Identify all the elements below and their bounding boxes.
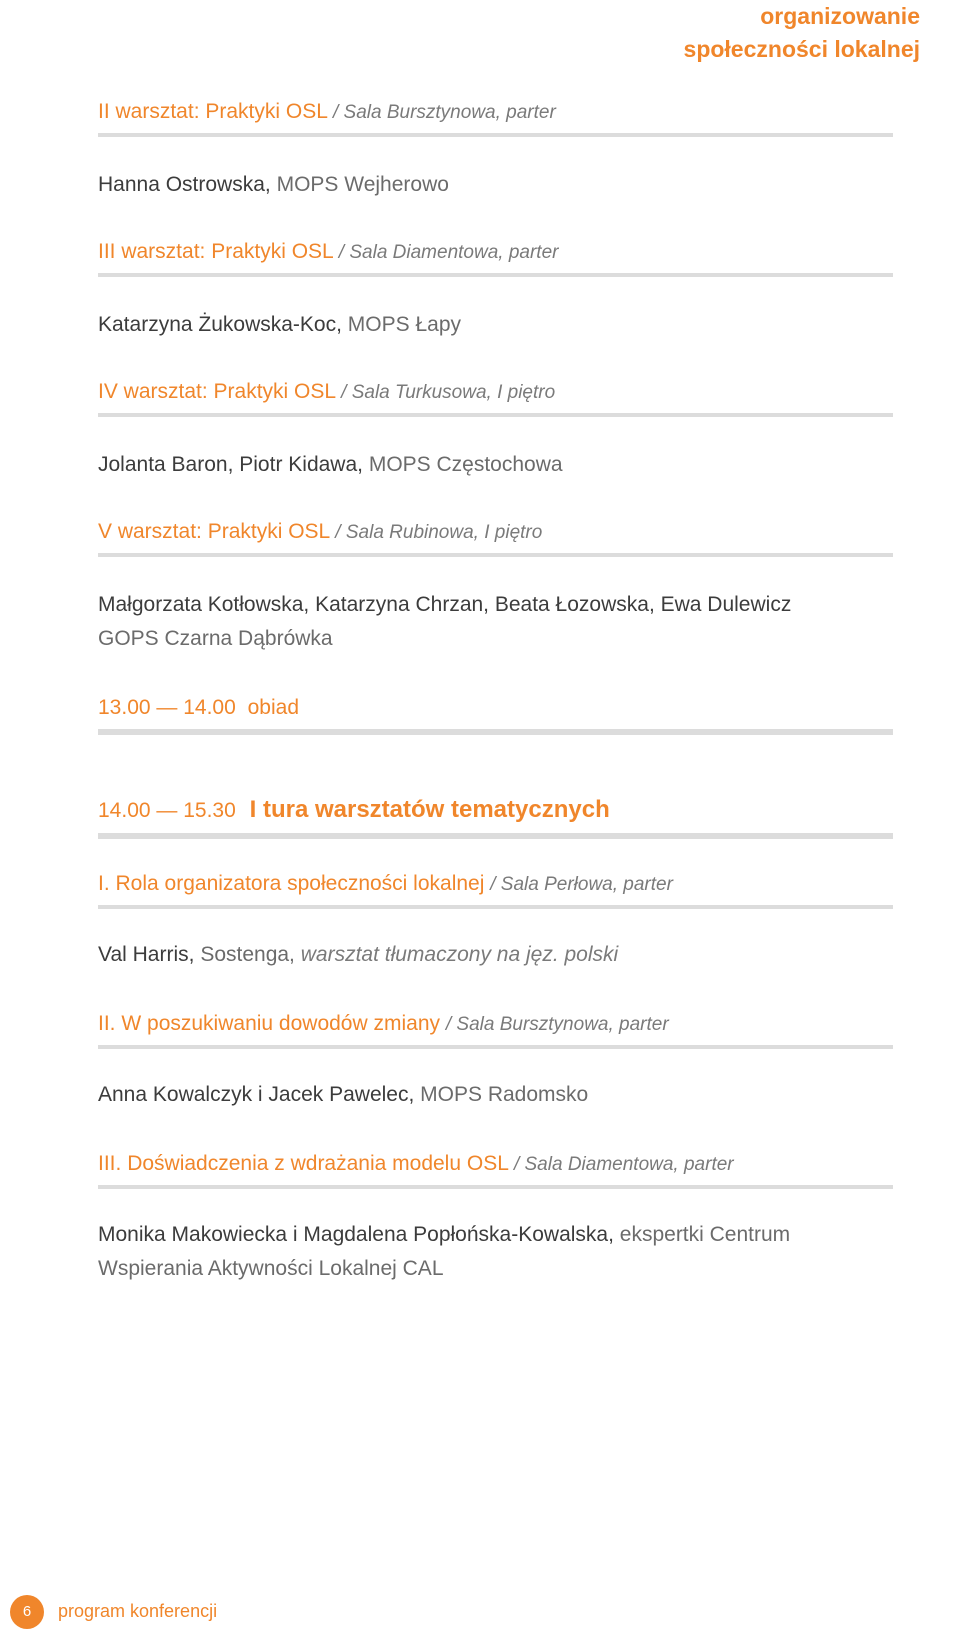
workshop-title-row xyxy=(98,872,893,896)
workshop-room: / Sala Bursztynowa, parter xyxy=(445,1014,669,1035)
workshop-room: / Sala Diamentowa, parter xyxy=(338,242,559,263)
speaker-org: ekspertki Centrum xyxy=(619,1223,791,1246)
speaker-names: Katarzyna Żukowska-Koc, xyxy=(98,313,342,336)
divider xyxy=(98,553,893,557)
speaker-org: GOPS Czarna Dąbrówka xyxy=(98,627,333,650)
workshop-title: II warsztat: Praktyki OSL xyxy=(98,100,328,123)
speaker-names: Jolanta Baron, Piotr Kidawa, xyxy=(98,453,363,476)
speaker-names: Małgorzata Kotłowska, Katarzyna Chrzan, Beata Łozowska, Ewa Dulewicz xyxy=(98,593,792,616)
speaker-row xyxy=(98,1223,893,1247)
header-line-2: społeczności lokalnej xyxy=(683,36,920,62)
speaker-org: MOPS Wejherowo xyxy=(276,173,449,196)
divider xyxy=(98,729,893,735)
session-row xyxy=(98,796,893,824)
workshop-title-row xyxy=(98,100,893,124)
footer-label: program konferencji xyxy=(58,1601,218,1621)
lunch-label: obiad xyxy=(247,696,300,719)
speaker-org-row xyxy=(98,627,893,651)
speaker-names: Monika Makowiecka i Magdalena Popłońska-Kowalska, xyxy=(98,1223,614,1246)
divider xyxy=(98,413,893,417)
lunch-row xyxy=(98,696,893,720)
page-number: 6 xyxy=(10,1595,44,1629)
workshop-number: I. xyxy=(98,872,110,895)
workshop-room: / Sala Rubinowa, I piętro xyxy=(335,522,543,543)
workshop-title-row xyxy=(98,1012,893,1036)
workshop-title-row xyxy=(98,240,893,264)
speaker-org: Sostenga, xyxy=(200,943,295,966)
workshop-title: III warsztat: Praktyki OSL xyxy=(98,240,333,263)
workshop-room: / Sala Bursztynowa, parter xyxy=(332,102,556,123)
speaker-row xyxy=(98,313,893,337)
speaker-row xyxy=(98,593,893,617)
workshop-room: / Sala Perłowa, parter xyxy=(490,874,673,895)
workshop-title: Rola organizatora społeczności lokalnej xyxy=(115,872,485,895)
divider xyxy=(98,1045,893,1049)
speaker-row xyxy=(98,943,893,967)
divider xyxy=(98,905,893,909)
speaker-row xyxy=(98,1083,893,1107)
divider xyxy=(98,273,893,277)
workshop-title-row xyxy=(98,1152,893,1176)
speaker-org: MOPS Radomsko xyxy=(420,1083,589,1106)
speaker-row xyxy=(98,173,893,197)
lunch-time: 13.00 — 14.00 xyxy=(98,696,236,719)
header-line-1: organizowanie xyxy=(760,3,920,29)
speaker-names: Val Harris, xyxy=(98,943,195,966)
speaker-org: MOPS Łapy xyxy=(347,313,461,336)
workshop-title: W poszukiwaniu dowodów zmiany xyxy=(121,1012,440,1035)
speaker-names: Anna Kowalczyk i Jacek Pawelec, xyxy=(98,1083,415,1106)
speaker-names: Hanna Ostrowska, xyxy=(98,173,271,196)
workshop-title: V warsztat: Praktyki OSL xyxy=(98,520,330,543)
workshop-number: III. xyxy=(98,1152,122,1175)
speaker-org-continued: Wspierania Aktywności Lokalnej CAL xyxy=(98,1257,444,1280)
workshop-title: IV warsztat: Praktyki OSL xyxy=(98,380,336,403)
workshop-number: II. xyxy=(98,1012,116,1035)
speaker-note: warsztat tłumaczony na jęz. polski xyxy=(300,943,619,966)
workshop-title: Doświadczenia z wdrażania modelu OSL xyxy=(127,1152,509,1175)
workshop-title-row xyxy=(98,520,893,544)
workshop-room: / Sala Diamentowa, parter xyxy=(513,1154,734,1175)
session-title: I tura warsztatów tematycznych xyxy=(249,796,610,823)
workshop-room: / Sala Turkusowa, I piętro xyxy=(341,382,556,403)
session-time: 14.00 — 15.30 xyxy=(98,799,236,822)
speaker-org-row xyxy=(98,1257,893,1281)
workshop-title-row xyxy=(98,380,893,404)
section-header xyxy=(684,0,920,66)
divider xyxy=(98,133,893,137)
speaker-row xyxy=(98,453,893,477)
divider xyxy=(98,833,893,839)
divider xyxy=(98,1185,893,1189)
speaker-org: MOPS Częstochowa xyxy=(368,453,563,476)
